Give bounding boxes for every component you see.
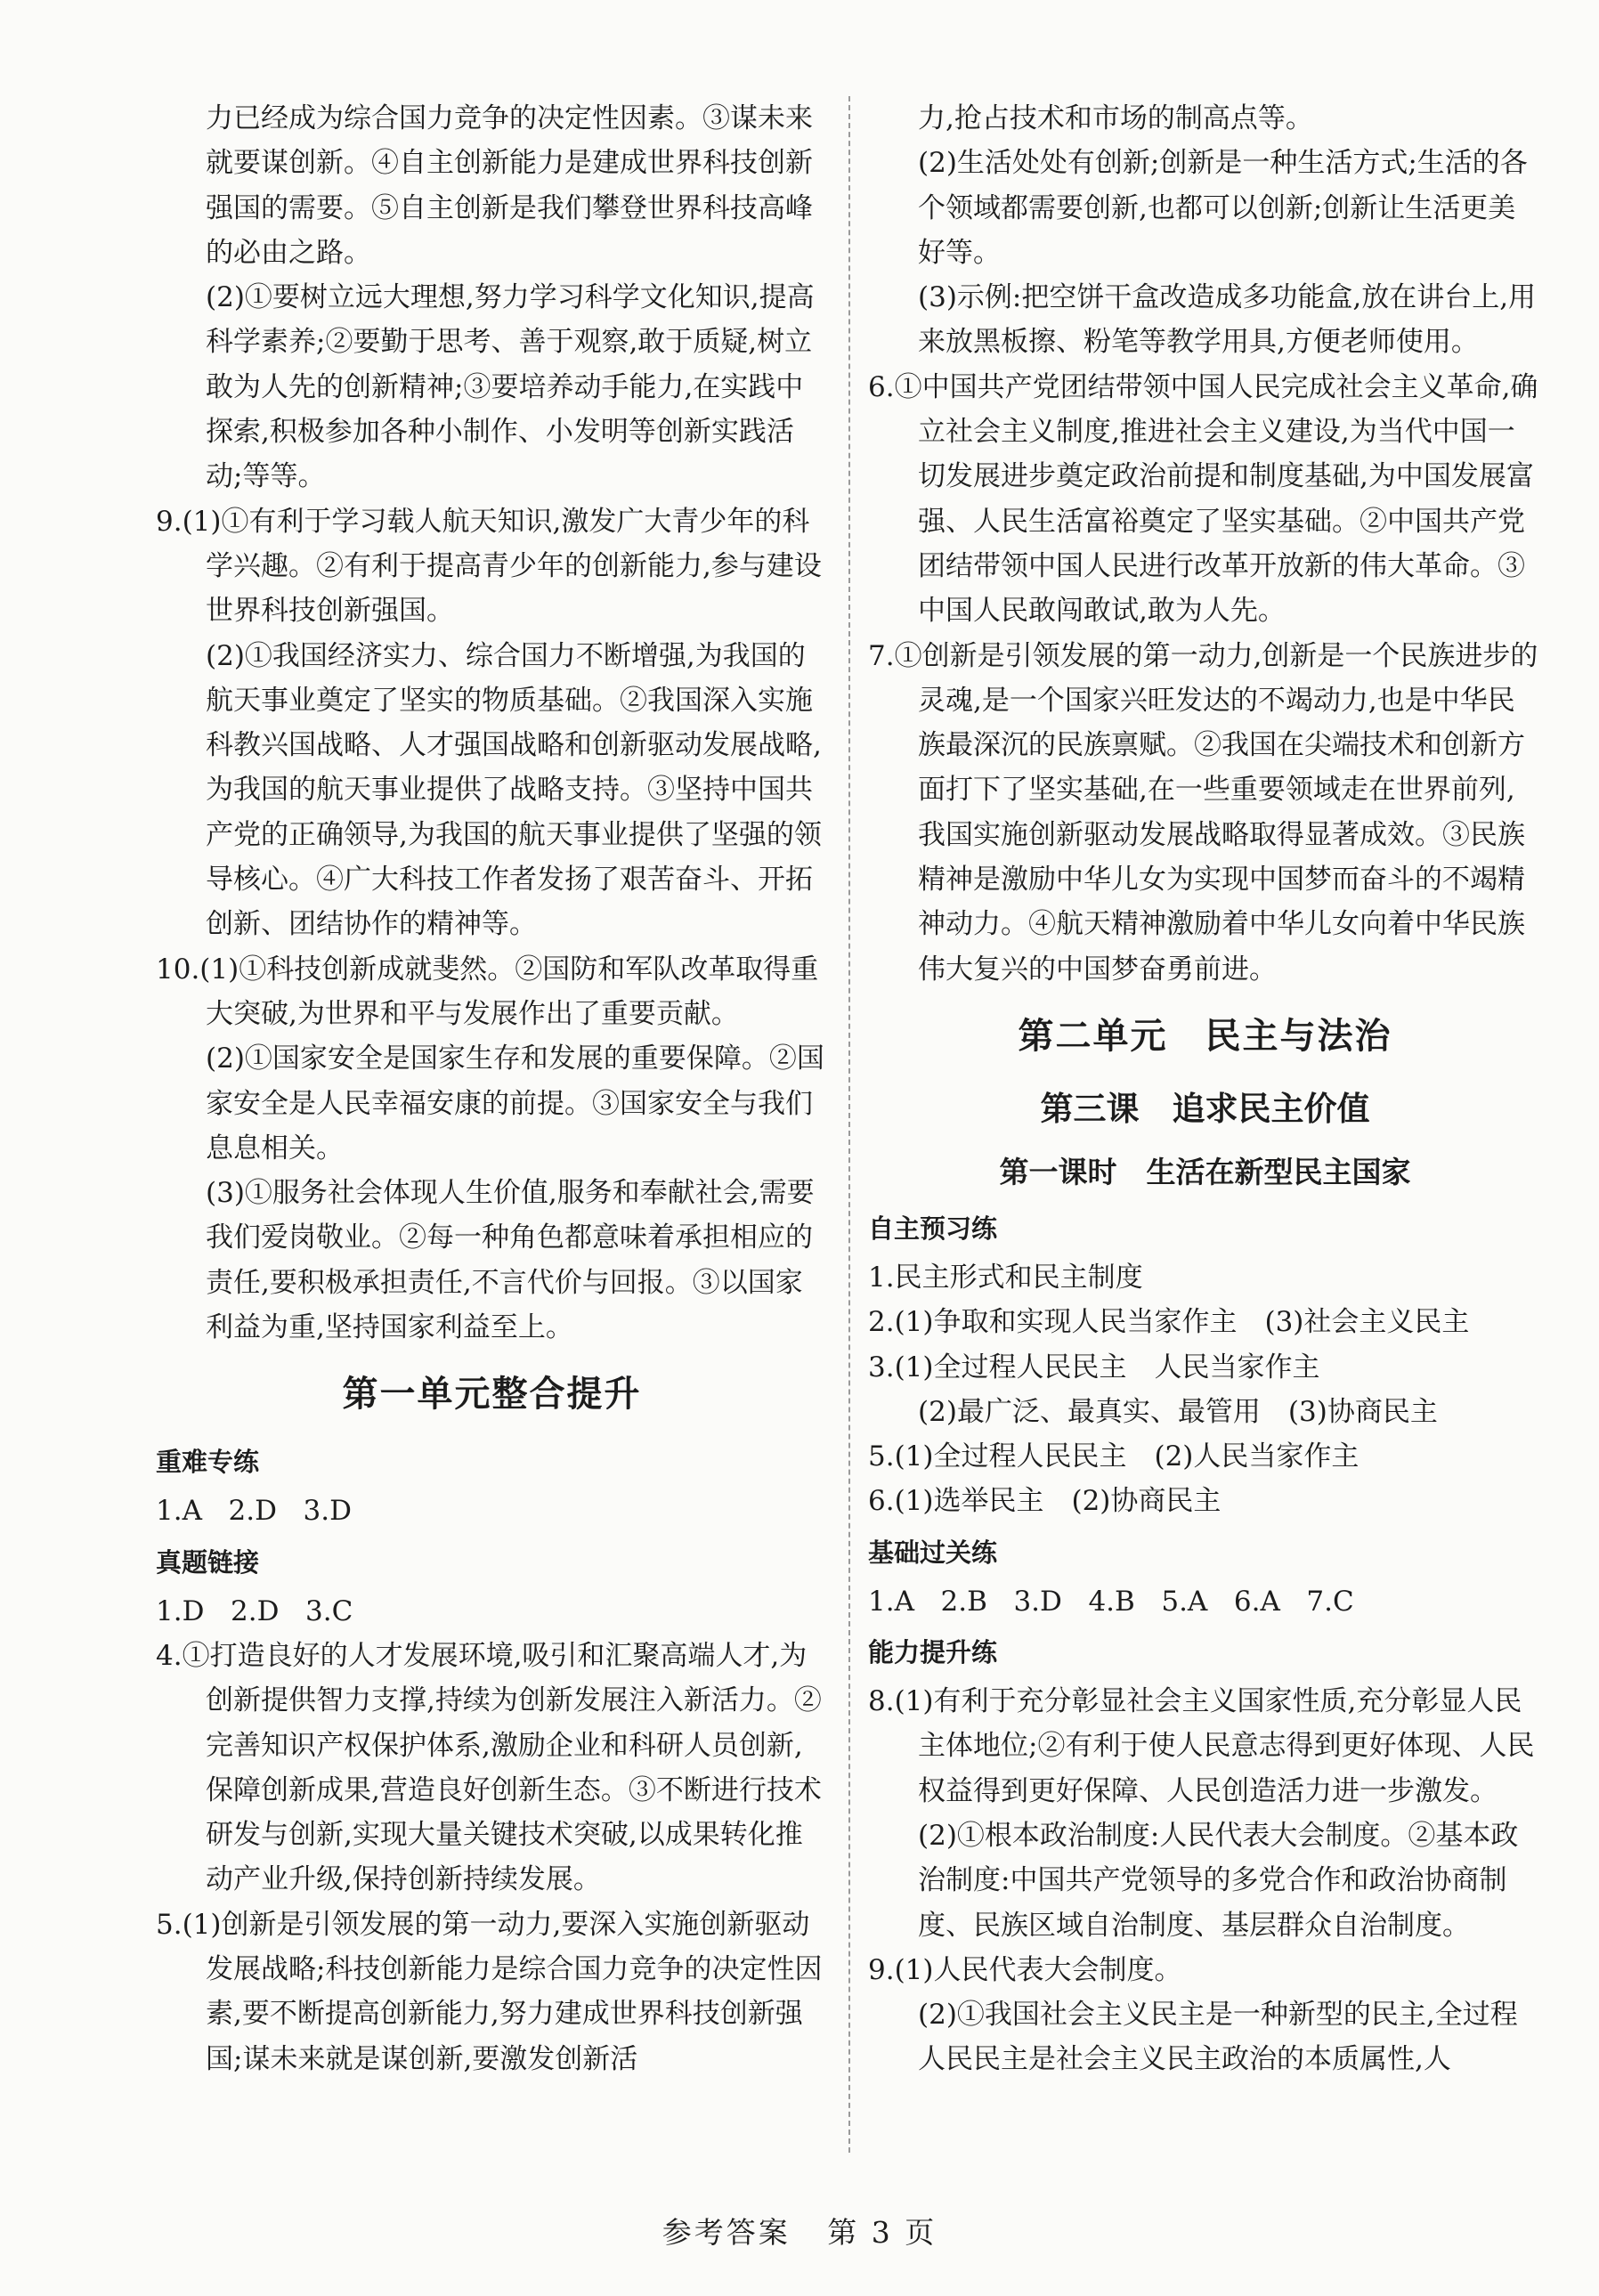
left-column bbox=[156, 96, 828, 2081]
period1-title: 第一课时 生活在新型民主国家 bbox=[999, 1154, 1411, 1189]
lesson3-title: 第三课 追求民主价值 bbox=[1040, 1089, 1370, 1128]
section-basic-check: 基础过关练 bbox=[868, 1537, 998, 1568]
unit2-title: 第二单元 民主与法治 bbox=[1018, 1015, 1392, 1057]
column-divider bbox=[848, 96, 850, 2153]
answer-r8-1: 8.(1)有利于充分彰显社会主义国家性质,充分彰显人民主体地位;②有利于使人民意志得到更好体现、人民权益得到更好保障、人民创造活力进一步激发。 bbox=[868, 1685, 1535, 1807]
answer-5-2: (2)生活处处有创新;创新是一种生活方式;生活的各个领域都需要创新,也都可以创新;创新让生活更美好等。 bbox=[918, 147, 1528, 269]
answer-9-1: 9.(1)①有利于学习载人航天知识,激发广大青少年的科学兴趣。②有利于提高青少年的创新能力,参与建设世界科技创新强国。 bbox=[156, 505, 822, 628]
answer-4: 4.①打造良好的人才发展环境,吸引和汇聚高端人才,为创新提供智力支撑,持续为创新发展注入新活力。②完善知识产权保护体系,激励企业和科研人员创新,保障创新成果,营造良好创新生态。③不断进行技术研发与创新,实现大量关键技术突破,以成果转化推动产业升级,保持创新持续发展。 bbox=[156, 1639, 822, 1896]
self-preview-line: 6.(1)选举民主 (2)协商民主 bbox=[868, 1485, 1222, 1518]
section-self-preview: 自主预习练 bbox=[868, 1213, 998, 1244]
self-preview-line: 3.(1)全过程人民民主 人民当家作主 bbox=[868, 1351, 1320, 1383]
basic-check-answers: 1.A 2.B 3.D 4.B 5.A 6.A 7.C bbox=[868, 1585, 1354, 1618]
answer-6: 6.①中国共产党团结带领中国人民完成社会主义革命,确立社会主义制度,推进社会主义建设,为当代中国一切发展进步奠定政治前提和制度基础,为中国发展富强、人民生活富裕奠定了坚实基础。②中国共产党团结带领中国人民进行改革开放新的伟大革命。③中国人民敢闯敢试,敢为人先。 bbox=[868, 370, 1538, 628]
answer-r8-2: (2)①根本政治制度:人民代表大会制度。②基本政治制度:中国共产党领导的多党合作和政治协商制度、民族区域自治制度、基层群众自治制度。 bbox=[918, 1819, 1519, 1942]
answer-10-3: (3)①服务社会体现人生价值,服务和奉献社会,需要我们爱岗敬业。②每一种角色都意味着承担相应的责任,要积极承担责任,不言代价与回报。③以国家利益为重,坚持国家利益至上。 bbox=[206, 1177, 815, 1344]
answer-5-3: (3)示例:把空饼干盒改造成多功能盒,放在讲台上,用来放黑板擦、粉笔等教学用具,方便老师使用。 bbox=[918, 281, 1537, 359]
answer-r9-2: (2)①我国社会主义民主是一种新型的民主,全过程人民民主是社会主义民主政治的本质属性,人 bbox=[918, 1999, 1518, 2076]
self-preview-line: (2)最广泛、最真实、最管用 (3)协商民主 bbox=[918, 1395, 1438, 1428]
footer-label: 参考答案 bbox=[662, 2215, 791, 2250]
right-column bbox=[868, 96, 1542, 2082]
self-preview-line: 5.(1)全过程人民民主 (2)人民当家作主 bbox=[868, 1440, 1360, 1473]
page-footer bbox=[0, 2210, 1599, 2251]
section-ability-up: 能力提升练 bbox=[868, 1637, 998, 1668]
answer-10-2: (2)①国家安全是国家生存和发展的重要保障。②国家安全是人民幸福安康的前提。③国家安全与我们息息相关。 bbox=[206, 1043, 824, 1164]
real-exam-answers: 1.D 2.D 3.C bbox=[156, 1594, 353, 1627]
self-preview-line: 1.民主形式和民主制度 bbox=[868, 1261, 1143, 1294]
key-difficult-answers: 1.A 2.D 3.D bbox=[156, 1495, 352, 1528]
self-preview-line: 2.(1)争取和实现人民当家作主 (3)社会主义民主 bbox=[868, 1306, 1470, 1339]
answer-5-1: 5.(1)创新是引领发展的第一动力,要深入实施创新驱动发展战略;科技创新能力是综合国力竞争的决定性因素,要不断提高创新能力,努力建成世界科技创新强国;谋未来就是谋创新,要激发创新活 bbox=[156, 1908, 823, 2075]
answer-8-1-continued: 力已经成为综合国力竞争的决定性因素。③谋未来就要谋创新。④自主创新能力是建成世界科技创新强国的需要。⑤自主创新是我们攀登世界科技高峰的必由之路。 bbox=[206, 102, 813, 269]
answer-9-2: (2)①我国经济实力、综合国力不断增强,为我国的航天事业奠定了坚实的物质基础。②我国深入实施科教兴国战略、人才强国战略和创新驱动发展战略,为我国的航天事业提供了战略支持。③坚持中国共产党的正确领导,为我国的航天事业提供了坚强的领导核心。④广大科技工作者发扬了艰苦奋斗、开拓创新、团结协作的精神等。 bbox=[206, 639, 822, 941]
answer-10-1: 10.(1)①科技创新成就斐然。②国防和军队改革取得重大突破,为世界和平与发展作出了重要贡献。 bbox=[156, 953, 819, 1030]
answer-7: 7.①创新是引领发展的第一动力,创新是一个民族进步的灵魂,是一个国家兴旺发达的不竭动力,也是中华民族最深沉的民族禀赋。②我国在尖端技术和创新方面打下了坚实基础,在一些重要领域走在世界前列,我国实施创新驱动发展战略取得显著成效。③民族精神是激励中华儿女为实现中国梦而奋斗的不竭精神动力。④航天精神激励着中华儿女向着中华民族伟大复兴的中国梦奋勇前进。 bbox=[868, 639, 1538, 986]
answer-8-2: (2)①要树立远大理想,努力学习科学文化知识,提高科学素养;②要勤于思考、善于观察,敢于质疑,树立敢为人先的创新精神;③要培养动手能力,在实践中探索,积极参加各种小制作、小发明等创新实践活动;等等。 bbox=[206, 281, 815, 493]
page-number: 第 3 页 bbox=[827, 2215, 937, 2250]
section-real-exam: 真题链接 bbox=[156, 1546, 260, 1578]
section-key-difficult: 重难专练 bbox=[156, 1447, 260, 1478]
answer-5-1-continued: 力,抢占技术和市场的制高点等。 bbox=[918, 102, 1313, 134]
answer-r9-1: 9.(1)人民代表大会制度。 bbox=[868, 1953, 1182, 1986]
unit1-review-title: 第一单元整合提升 bbox=[342, 1374, 642, 1416]
